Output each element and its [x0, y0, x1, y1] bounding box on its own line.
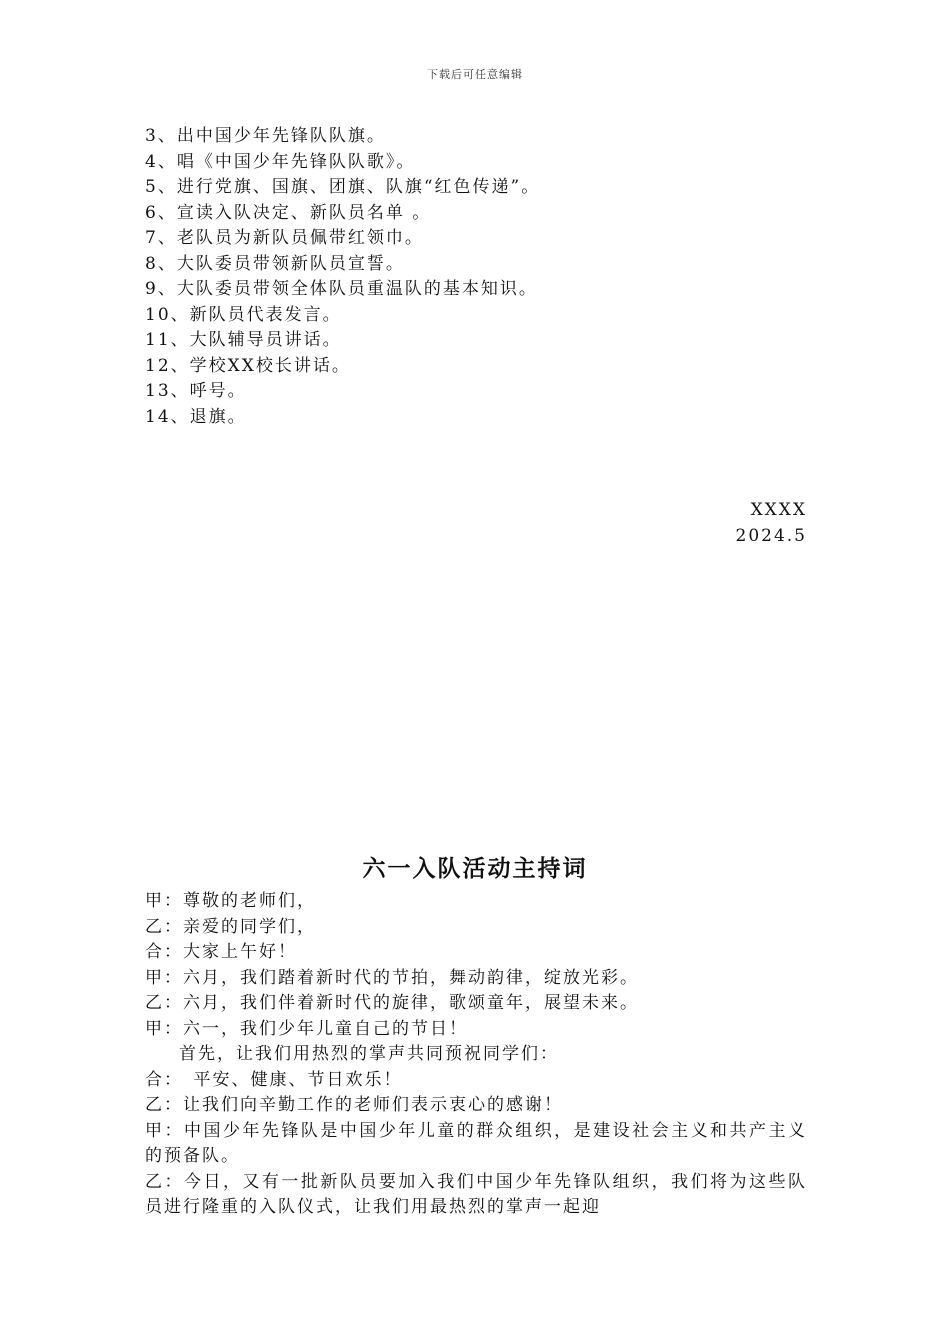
agenda-item: 5、进行党旗、国旗、团旗、队旗“红色传递”。	[145, 177, 541, 197]
agenda-item: 8、大队委员带领新队员宣誓。	[145, 253, 405, 274]
script-line: 甲：中国少年先锋队是中国少年儿童的群众组织，是建设社会主义和共产主义的预备队。	[145, 1120, 807, 1166]
signature-org: XXXX	[750, 500, 807, 520]
script-line: 乙：亲爱的同学们，	[145, 916, 316, 937]
script-title: 六一入队活动主持词	[362, 855, 588, 882]
agenda-item: 3、出中国少年先锋队队旗。	[145, 126, 386, 146]
script-line: 乙：让我们向辛勤工作的老师们表示衷心的感谢！	[145, 1095, 563, 1115]
host-script-body	[145, 889, 807, 1221]
agenda-item: 9、大队委员带领全体队员重温队的基本知识。	[145, 279, 538, 299]
agenda-item: 6、宣读入队决定、新队员名单 。	[145, 202, 432, 223]
page-header-note: 下载后可任意编辑	[427, 68, 523, 81]
agenda-item: 7、老队员为新队员佩带红领巾。	[145, 228, 424, 248]
agenda-item: 10、新队员代表发言。	[145, 304, 342, 325]
agenda-item: 11、大队辅导员讲话。	[145, 330, 342, 350]
script-line: 甲：六月，我们踏着新时代的节拍，舞动韵律，绽放光彩。	[145, 967, 639, 988]
agenda-item: 14、退旗。	[145, 406, 247, 427]
agenda-item: 4、唱《中国少年先锋队队歌》。	[145, 151, 416, 172]
agenda-item: 12、学校XX校长讲话。	[145, 355, 351, 376]
signature-date: 2024.5	[735, 525, 807, 546]
script-line: 合： 平安、健康、节日欢乐！	[145, 1069, 403, 1090]
script-line: 乙：今日，又有一批新队员要加入我们中国少年先锋队组织，我们将为这些队员进行隆重的入队仪式，让我们用最热烈的掌声一起迎	[145, 1171, 807, 1217]
script-line: 乙：六月，我们伴着新时代的旋律，歌颂童年，展望未来。	[145, 993, 639, 1013]
agenda-item: 13、呼号。	[145, 381, 247, 401]
script-line: 合：大家上午好！	[145, 942, 297, 962]
script-line: 首先，让我们用热烈的掌声共同预祝同学们：	[179, 1044, 559, 1064]
signature-block	[736, 498, 807, 549]
script-line: 甲：六一，我们少年儿童自己的节日！	[145, 1018, 468, 1039]
ceremony-agenda-list	[145, 124, 825, 430]
script-line: 甲：尊敬的老师们，	[145, 891, 316, 911]
